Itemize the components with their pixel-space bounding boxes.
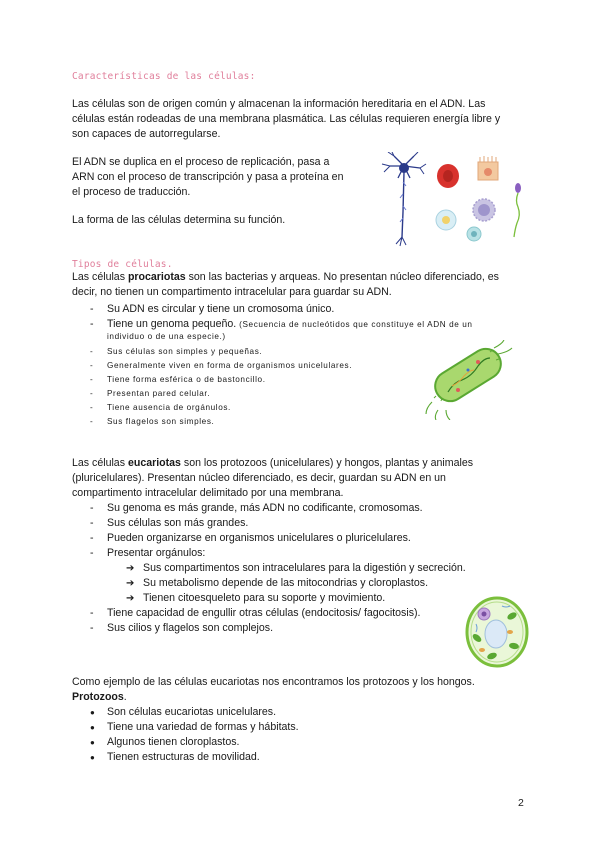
text-line: Las células son de origen común y almacenan la información hereditaria en el ADN. Las — [72, 98, 486, 110]
phagocyte-icon — [467, 227, 481, 241]
neuron-icon — [382, 152, 426, 246]
term-eucariotas: eucariotas — [127, 457, 181, 469]
plant-cell-icon — [467, 598, 527, 666]
text-line: el proceso de traducción. — [72, 186, 191, 199]
eukaryote-intro: Las células eucariotas son los protozoos (unicelulares) y hongos, plantas y animales (pluricelulares). Presentan núcleo diferenciado, es decir, guardan su ADN en un compartimento intracelular delimitado por una membrana. — [72, 457, 474, 500]
section-heading-types: Tipos de células. — [72, 259, 173, 270]
prokaryote-intro: Las células procariotas son las bacterias y arqueas. No presentan núcleo diferenciado, es decir, no tienen un compartimento intracelular para guardar su ADN. — [72, 271, 499, 299]
genome-note: (Secuencia de nucleótidos que constituye el ADN de un — [239, 320, 473, 329]
page-number: 2 — [518, 797, 524, 809]
red-blood-cell-icon — [437, 164, 459, 188]
bacterium-icon — [426, 340, 512, 420]
section-heading-characteristics: Características de las células: — [72, 71, 256, 82]
text-line: células están rodeadas de una membrana plasmática. Las células requieren energía libre y — [72, 113, 501, 126]
bacterium-illustration — [424, 340, 516, 420]
paragraph-adn — [72, 155, 343, 201]
term-procariotas: procariotas — [127, 271, 186, 283]
sperm-cell-icon — [514, 183, 521, 237]
epithelial-cell-icon — [478, 156, 498, 180]
cell-types-illustration — [376, 152, 536, 247]
plant-cell-illustration — [462, 592, 532, 672]
lymphocyte-icon — [473, 199, 495, 221]
genome-note-continuation: individuo o de una especie.) — [107, 332, 226, 341]
paragraph-shape: La forma de las células determina su función. — [72, 214, 286, 226]
protozoa-intro: Como ejemplo de las células eucariotas nos encontramos los protozoos y los hongos. — [72, 676, 475, 688]
white-cell-icon — [436, 210, 456, 230]
text-line: ARN con el proceso de transcripción y pasa a proteína en — [72, 171, 344, 184]
text-line: El ADN se duplica en el proceso de replicación, pasa a — [72, 156, 330, 168]
protozoa-heading: Protozoos. — [72, 691, 127, 703]
paragraph-origin — [72, 97, 532, 143]
text-line: son capaces de autorregularse. — [72, 128, 221, 141]
